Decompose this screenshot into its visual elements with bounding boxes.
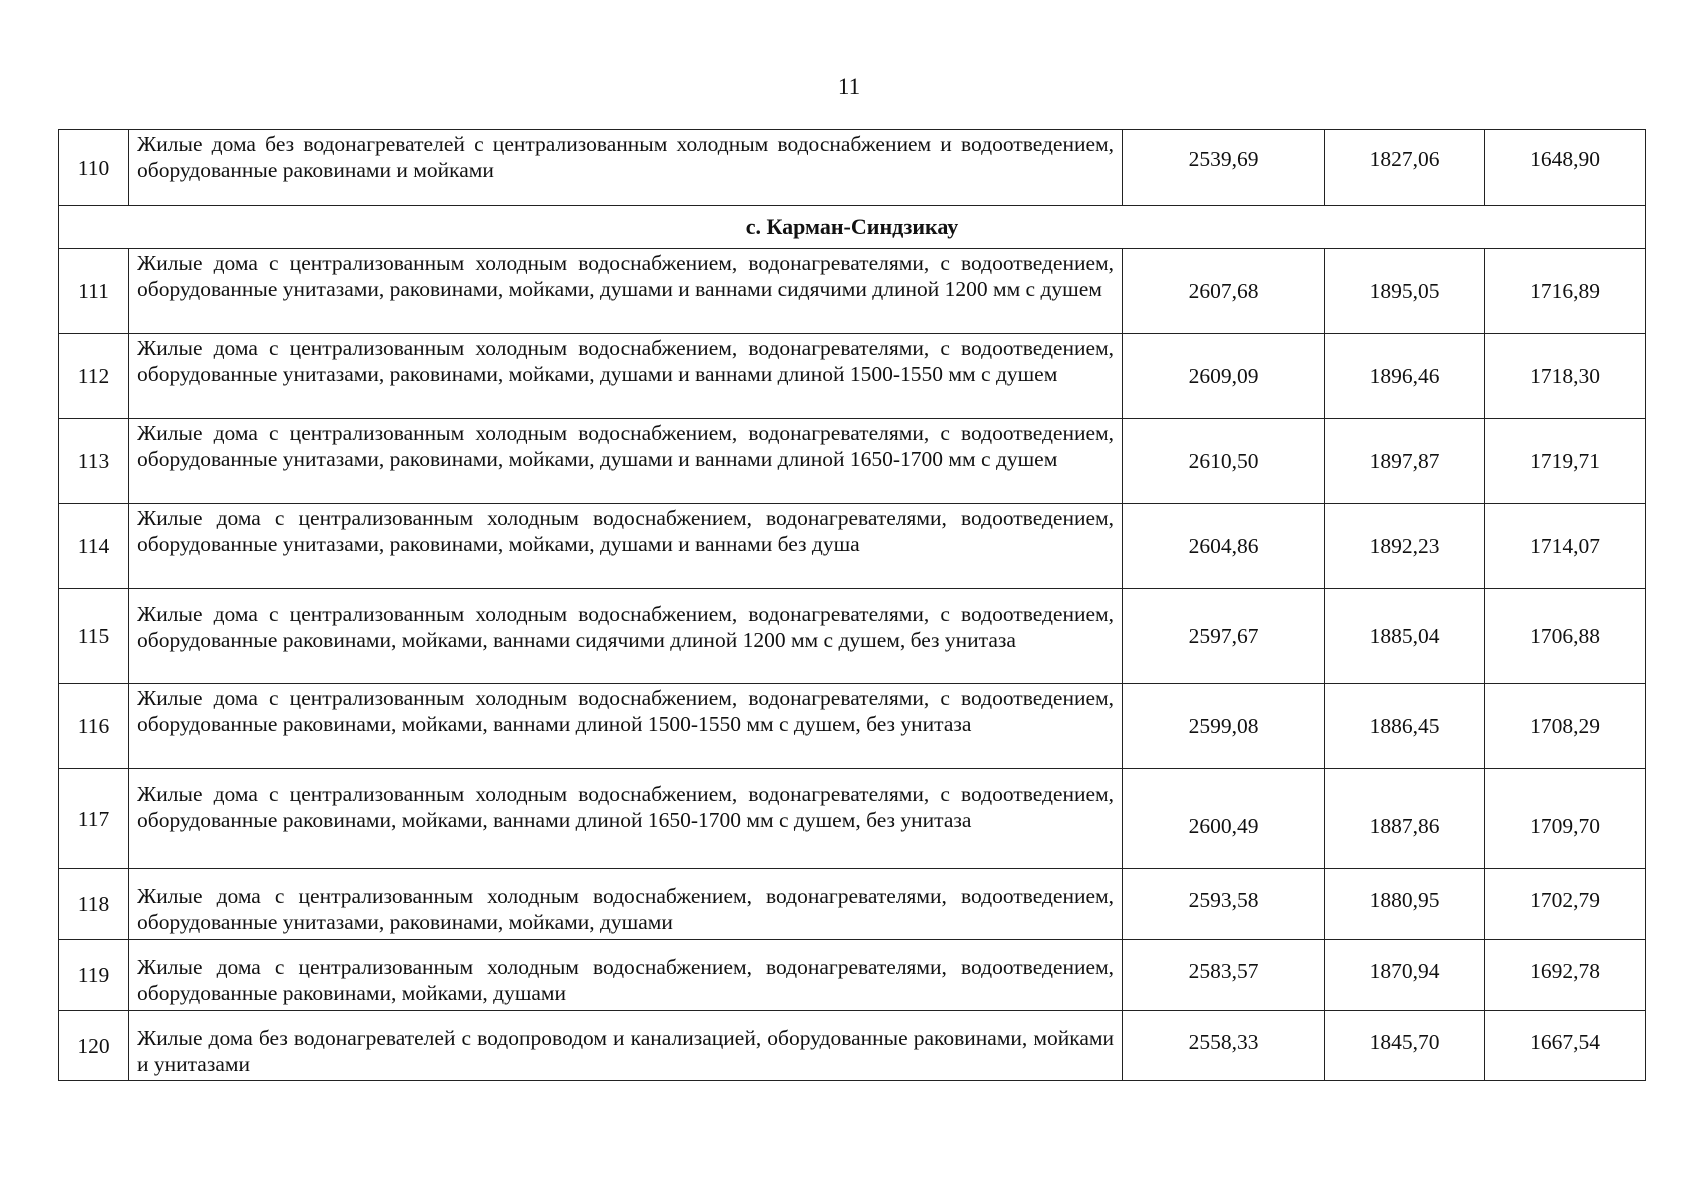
value-col-3: 1714,07 [1485,504,1646,589]
value-col-3: 1719,71 [1485,419,1646,504]
row-description: Жилые дома с централизованным холодным водоснабжением, водонагревателями, с водоотведением, оборудованные унитазами, раковинами, мойками, душами и ваннами длиной 1650-1700 мм с душем [129,419,1123,504]
value-col-2: 1887,86 [1325,769,1485,869]
table-row [59,769,1646,869]
value-col-2: 1886,45 [1325,684,1485,769]
row-number: 113 [59,419,129,504]
value-col-3: 1702,79 [1485,869,1646,940]
value-col-3: 1706,88 [1485,589,1646,684]
row-number: 112 [59,334,129,419]
row-description: Жилые дома с централизованным холодным водоснабжением, водонагревателями, с водоотведением, оборудованные раковинами, мойками, ваннами длиной 1500-1550 мм с душем, без унитаза [129,684,1123,769]
value-col-1: 2597,67 [1123,589,1325,684]
value-col-1: 2599,08 [1123,684,1325,769]
section-header-row [59,206,1646,249]
value-col-1: 2583,57 [1123,940,1325,1011]
value-col-1: 2604,86 [1123,504,1325,589]
row-number: 116 [59,684,129,769]
value-col-3: 1709,70 [1485,769,1646,869]
row-number: 119 [59,940,129,1011]
section-title: с. Карман-Синдзикау [59,206,1646,249]
page-number: 11 [837,74,861,99]
row-number: 110 [59,130,129,206]
value-col-3: 1708,29 [1485,684,1646,769]
value-col-2: 1896,46 [1325,334,1485,419]
row-number: 114 [59,504,129,589]
value-col-1: 2593,58 [1123,869,1325,940]
table-row [59,940,1646,1011]
tariff-table [58,129,1646,1081]
row-number: 117 [59,769,129,869]
table-row [59,334,1646,419]
row-description: Жилые дома с централизованным холодным водоснабжением, водонагревателями, водоотведением, оборудованные унитазами, раковинами, мойками, душами [129,869,1123,940]
row-number: 111 [59,249,129,334]
value-col-1: 2558,33 [1123,1011,1325,1081]
value-col-3: 1718,30 [1485,334,1646,419]
value-col-2: 1880,95 [1325,869,1485,940]
value-col-3: 1716,89 [1485,249,1646,334]
value-col-1: 2607,68 [1123,249,1325,334]
value-col-3: 1667,54 [1485,1011,1646,1081]
value-col-1: 2610,50 [1123,419,1325,504]
value-col-2: 1845,70 [1325,1011,1485,1081]
table-row [59,130,1646,206]
value-col-2: 1885,04 [1325,589,1485,684]
row-description: Жилые дома с централизованным холодным водоснабжением, водонагревателями, водоотведением, оборудованные унитазами, раковинами, мойками, душами и ваннами без душа [129,504,1123,589]
row-number: 120 [59,1011,129,1081]
table-row [59,589,1646,684]
row-number: 118 [59,869,129,940]
value-col-2: 1827,06 [1325,130,1485,206]
value-col-2: 1892,23 [1325,504,1485,589]
value-col-3: 1692,78 [1485,940,1646,1011]
table-row [59,419,1646,504]
row-description: Жилые дома с централизованным холодным водоснабжением, водонагревателями, с водоотведением, оборудованные раковинами, мойками, ваннами длиной 1650-1700 мм с душем, без унитаза [129,769,1123,869]
row-description: Жилые дома с централизованным холодным водоснабжением, водонагревателями, с водоотведением, оборудованные унитазами, раковинами, мойками, душами и ваннами сидячими длиной 1200 мм с душем [129,249,1123,334]
table-row [59,504,1646,589]
value-col-3: 1648,90 [1485,130,1646,206]
table-row [59,684,1646,769]
row-description: Жилые дома без водонагревателей с централизованным холодным водоснабжением и водоотведением, оборудованные раковинами и мойками [129,130,1123,206]
value-col-2: 1897,87 [1325,419,1485,504]
value-col-1: 2609,09 [1123,334,1325,419]
row-number: 115 [59,589,129,684]
table-row [59,249,1646,334]
table-row [59,869,1646,940]
value-col-1: 2539,69 [1123,130,1325,206]
value-col-2: 1870,94 [1325,940,1485,1011]
value-col-2: 1895,05 [1325,249,1485,334]
table-row [59,1011,1646,1081]
row-description: Жилые дома без водонагревателей с водопроводом и канализацией, оборудованные раковинами, мойками и унитазами [129,1011,1123,1081]
value-col-1: 2600,49 [1123,769,1325,869]
row-description: Жилые дома с централизованным холодным водоснабжением, водонагревателями, водоотведением, оборудованные раковинами, мойками, душами [129,940,1123,1011]
row-description: Жилые дома с централизованным холодным водоснабжением, водонагревателями, с водоотведением, оборудованные раковинами, мойками, ваннами сидячими длиной 1200 мм с душем, без унитаза [129,589,1123,684]
row-description: Жилые дома с централизованным холодным водоснабжением, водонагревателями, с водоотведением, оборудованные унитазами, раковинами, мойками, душами и ваннами длиной 1500-1550 мм с душем [129,334,1123,419]
